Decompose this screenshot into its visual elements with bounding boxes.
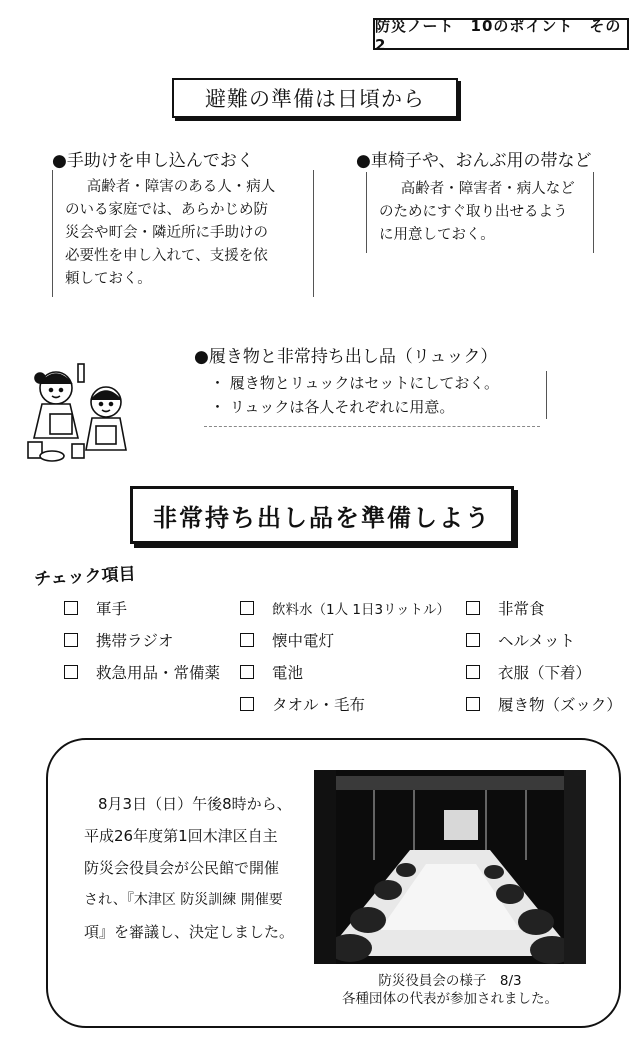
check-item[interactable] [466, 688, 622, 720]
check-item[interactable] [64, 624, 220, 656]
check-label: 懐中電灯 [272, 632, 335, 650]
check-item[interactable] [240, 624, 450, 656]
footwear-list [210, 371, 547, 419]
tip-1-line: 必要性を申し入れて、支援を依 [65, 248, 268, 264]
tip-2-heading: ●車椅子や、おんぶ用の帯など [356, 151, 592, 171]
check-label: 非常食 [498, 600, 545, 618]
meeting-report-text [84, 788, 308, 948]
check-item[interactable] [240, 656, 450, 688]
footwear-heading: ●履き物と非常持ち出し品（リュック） [194, 347, 498, 367]
tip-1-line: のいる家庭では、あらかじめ防 [65, 202, 268, 218]
checklist-column-3 [466, 592, 622, 720]
emergency-kit-banner: 非常持ち出し品を準備しよう [130, 486, 514, 544]
tip-2-line: のためにすぐ取り出せるよう [379, 204, 568, 220]
checkbox[interactable] [240, 665, 254, 679]
check-label: 衣服（下着） [498, 664, 592, 682]
checklist-column-1 [64, 592, 220, 688]
check-item[interactable] [64, 592, 220, 624]
checkbox[interactable] [64, 601, 78, 615]
checkbox[interactable] [466, 697, 480, 711]
footwear-divider [204, 426, 540, 427]
photo-caption-1: 防災役員会の様子 8/3 [378, 973, 522, 989]
meeting-line: 防災会役員会が公民館で開催 [84, 859, 280, 877]
checklist-title: チェック項目 [33, 564, 137, 590]
tip-1-line: 高齢者・障害のある人・病人 [86, 179, 276, 195]
tip-2-line: に用意しておく。 [379, 227, 495, 243]
check-label: 救急用品・常備薬 [96, 664, 221, 682]
tip-2-line: 高齢者・障害者・病人など [400, 181, 575, 197]
footwear-item: ・ リュックは各人それぞれに用意。 [210, 398, 455, 416]
check-label: 軍手 [96, 600, 128, 618]
photo-caption-2: 各種団体の代表が参加されました。 [342, 991, 558, 1007]
meeting-photo [314, 770, 586, 964]
meeting-line: され、『木津区 防災訓練 開催要 [84, 892, 283, 908]
tip-1-body [52, 170, 314, 297]
meeting-line: 平成26年度第1回木津区自主 [84, 827, 278, 845]
tip-2-body [366, 172, 594, 253]
children-illustration [20, 358, 140, 464]
check-label: 履き物（ズック） [498, 696, 622, 714]
checklist-column-2 [240, 592, 450, 720]
check-label: 電池 [272, 664, 304, 682]
checkbox[interactable] [240, 697, 254, 711]
checkbox[interactable] [466, 601, 480, 615]
checkbox[interactable] [64, 665, 78, 679]
checkbox[interactable] [240, 601, 254, 615]
checkbox[interactable] [466, 633, 480, 647]
check-label: ヘルメット [498, 632, 576, 650]
check-item[interactable] [466, 592, 622, 624]
tip-1-heading: ●手助けを申し込んでおく [52, 151, 254, 171]
tip-1-line: 頼しておく。 [65, 271, 152, 287]
meeting-line: 項』を審議し、決定しました。 [84, 923, 295, 941]
checkbox[interactable] [466, 665, 480, 679]
check-item[interactable] [466, 624, 622, 656]
checkbox[interactable] [64, 633, 78, 647]
section-title: 避難の準備は日頃から [172, 78, 458, 118]
check-item[interactable] [240, 688, 450, 720]
check-label: タオル・毛布 [272, 696, 366, 714]
page-header: 防災ノート 10のポイント その2 [373, 18, 629, 50]
check-label: 携帯ラジオ [96, 632, 174, 650]
check-item[interactable] [466, 656, 622, 688]
check-item[interactable] [240, 592, 450, 624]
meeting-line: 8月3日（日）午後8時から、 [98, 795, 292, 813]
check-item[interactable] [64, 656, 220, 688]
check-label: 飲料水（1人 1日3リットル） [272, 602, 451, 618]
footwear-item: ・ 履き物とリュックはセットにしておく。 [210, 374, 500, 392]
checkbox[interactable] [240, 633, 254, 647]
tip-1-line: 災会や町会・隣近所に手助けの [65, 225, 268, 241]
